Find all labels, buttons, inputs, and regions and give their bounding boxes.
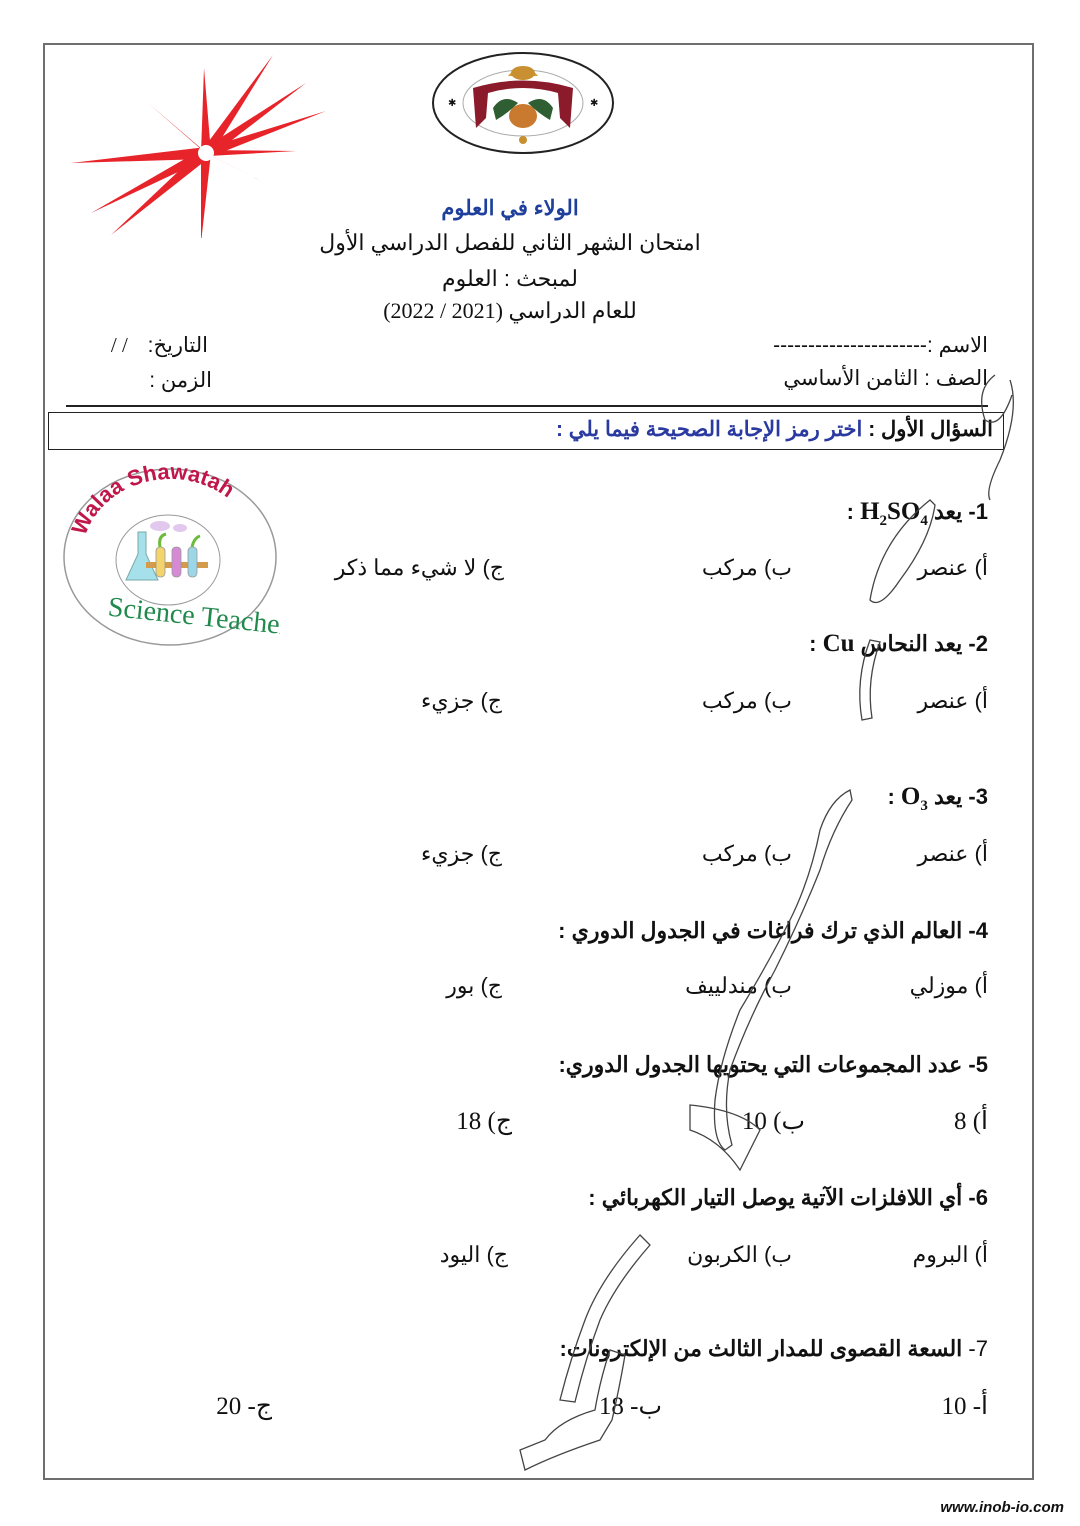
page-border	[43, 43, 1034, 1480]
footer-url[interactable]: www.inob-io.com	[940, 1499, 1064, 1516]
option-a[interactable]: أ- 10	[941, 1393, 988, 1420]
option-b[interactable]: ب) مركب	[701, 555, 792, 580]
date-label: التاريخ:	[147, 334, 208, 357]
option-c[interactable]: ج) جزيء	[421, 688, 502, 713]
name-label: الاسم :	[926, 334, 988, 357]
option-c[interactable]: ج- 20	[216, 1393, 272, 1420]
option-c[interactable]: ج) بور	[446, 973, 502, 998]
option-b[interactable]: ب) مركب	[701, 841, 792, 866]
option-b[interactable]: ب) 10	[741, 1108, 805, 1135]
svg-text:✱: ✱	[448, 98, 457, 109]
question-2: 2- يعد النحاس Cu :	[809, 630, 988, 657]
teacher-name: Walaa Shawatah	[66, 462, 240, 539]
section-header-box	[48, 412, 1004, 450]
name-field[interactable]	[773, 333, 988, 358]
question-6: 6- أي اللافلزات الآتية يوصل التيار الكهربائي :	[588, 1185, 988, 1210]
teacher-title: Science Teacher	[106, 591, 280, 642]
option-a[interactable]: أ) عنصر	[917, 688, 988, 713]
option-a[interactable]: أ) عنصر	[917, 841, 988, 866]
option-a[interactable]: أ) موزلي	[909, 973, 988, 998]
svg-text:✱: ✱	[590, 98, 599, 109]
section-header	[556, 417, 993, 442]
teacher-logo	[60, 462, 280, 657]
option-c[interactable]: ج) 18	[456, 1108, 512, 1135]
question-3: 3- يعد $O_3$ :	[887, 783, 988, 814]
date-field[interactable]	[111, 333, 208, 358]
question-5: 5- عدد المجموعات التي يحتويها الجدول الدوري:	[558, 1052, 988, 1077]
option-a[interactable]: أ) 8	[953, 1108, 988, 1135]
question-4: 4- العالم الذي ترك فراغات في الجدول الدوري :	[558, 918, 988, 943]
option-a[interactable]: أ) عنصر	[917, 555, 988, 580]
option-b[interactable]: ب) مركب	[701, 688, 792, 713]
question-7: 7- السعة القصوى للمدار الثالث من الإلكترونات:	[559, 1336, 988, 1361]
academic-year: للعام الدراسي (2021 / 2022)	[383, 298, 637, 323]
option-c[interactable]: ج) اليود	[439, 1242, 508, 1267]
section-label: السؤال الأول :	[868, 418, 993, 441]
header-divider	[66, 405, 988, 407]
option-a[interactable]: أ) البروم	[912, 1242, 988, 1267]
section-instruction: اختر رمز الإجابة الصحيحة فيما يلي :	[555, 418, 863, 441]
chemical-formula: $H_2SO_4$	[860, 498, 928, 529]
option-b[interactable]: ب) مندلييف	[685, 973, 792, 998]
grade-label: الصف : الثامن الأساسي	[783, 367, 988, 390]
name-blank: ----------------------	[773, 334, 927, 357]
ministry-emblem	[428, 48, 618, 163]
date-blank: / /	[110, 333, 128, 357]
time-label: الزمن :	[149, 369, 212, 392]
question-stem: يعد	[934, 499, 963, 524]
option-b[interactable]: ب- 18	[598, 1393, 662, 1420]
chemical-formula: Cu	[822, 630, 855, 657]
option-c[interactable]: ج) لا شيء مما ذكر	[334, 555, 504, 580]
option-b[interactable]: ب) الكربون	[687, 1242, 792, 1267]
question-number: 1-	[968, 499, 988, 524]
exam-title: امتحان الشهر الثاني للفصل الدراسي الأول	[319, 230, 701, 255]
school-name: الولاء في العلوم	[441, 197, 579, 220]
option-c[interactable]: ج) جزيء	[421, 841, 502, 866]
subject-line: لمبحث : العلوم	[442, 266, 578, 291]
chemical-formula: $O_3$	[900, 783, 928, 814]
question-1: 1- يعد $H_2SO_4$ :	[846, 498, 988, 529]
